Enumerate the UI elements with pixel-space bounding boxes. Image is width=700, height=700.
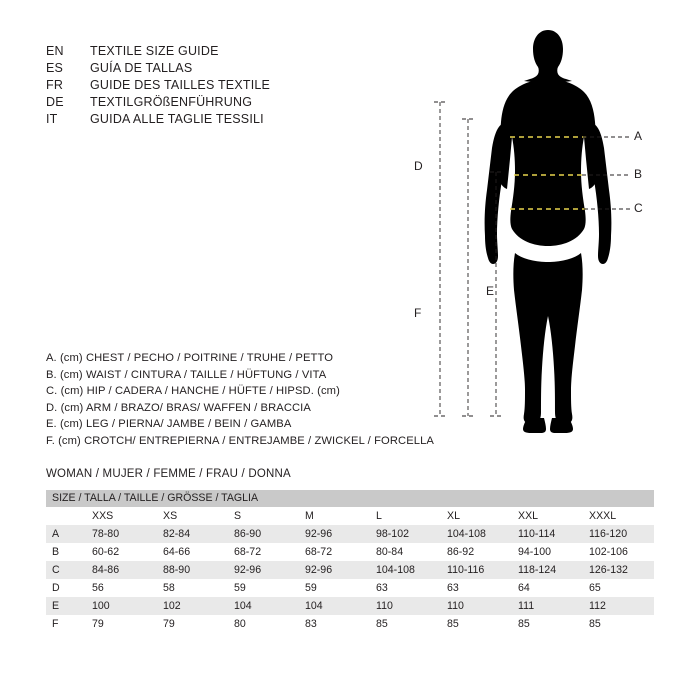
cell-b-s: 68-72 [228,543,299,561]
cell-b-xxl: 94-100 [512,543,583,561]
cell-d-xxxl: 65 [583,579,654,597]
title-text-fr: GUIDE DES TAILLES TEXTILE [90,78,271,92]
cell-c-xs: 88-90 [157,561,228,579]
cell-d-xxl: 64 [512,579,583,597]
cell-f-m: 83 [299,615,370,633]
header-size-m: M [299,507,370,525]
cell-f-xl: 85 [441,615,512,633]
header-size-xl: XL [441,507,512,525]
cell-a-xs: 82-84 [157,525,228,543]
cell-f-xxxl: 85 [583,615,654,633]
header-corner [46,507,86,525]
cell-a-xxs: 78-80 [86,525,157,543]
legend-row-b: B. (cm) WAIST / CINTURA / TAILLE / HÜFTUNG / VITA [46,368,327,381]
marker-label-e: E [486,284,495,298]
title-text-it: GUIDA ALLE TAGLIE TESSILI [90,112,264,126]
table-title-cell: SIZE / TALLA / TAILLE / GRÖSSE / TAGLIA [46,490,654,507]
title-lang-de: DE [46,95,64,109]
row-label-b: B [46,543,86,561]
cell-e-xxs: 100 [86,597,157,615]
table-row [46,525,654,543]
title-text-es: GUÍA DE TALLAS [90,61,193,75]
title-row-en [46,44,270,61]
title-text-de: TEXTILGRÖßENFÜHRUNG [90,95,253,109]
row-label-c: C [46,561,86,579]
cell-d-xl: 63 [441,579,512,597]
cell-b-l: 80-84 [370,543,441,561]
measurement-legend [46,352,434,451]
cell-b-xxs: 60-62 [86,543,157,561]
marker-label-f: F [414,306,422,320]
marker-label-d: D [414,159,423,173]
title-lang-en: EN [46,44,64,58]
title-row-de [46,95,270,112]
legend-row-f: F. (cm) CROTCH/ ENTREPIERNA / ENTREJAMBE / ZWICKEL / FORCELLA [46,434,434,447]
cell-e-s: 104 [228,597,299,615]
header-size-l: L [370,507,441,525]
title-lang-it: IT [46,112,58,126]
cell-d-l: 63 [370,579,441,597]
header-size-xxs: XXS [86,507,157,525]
marker-label-a: A [634,129,643,143]
gender-label: WOMAN / MUJER / FEMME / FRAU / DONNA [46,468,291,480]
cell-e-xxxl: 112 [583,597,654,615]
cell-f-xxl: 85 [512,615,583,633]
header-size-s: S [228,507,299,525]
header-size-xs: XS [157,507,228,525]
table-row [46,615,654,633]
cell-b-xxxl: 102-106 [583,543,654,561]
cell-c-xxs: 84-86 [86,561,157,579]
cell-c-xxl: 118-124 [512,561,583,579]
cell-a-m: 92-96 [299,525,370,543]
title-row-it [46,112,270,129]
cell-f-xxs: 79 [86,615,157,633]
cell-d-xs: 58 [157,579,228,597]
cell-e-xs: 102 [157,597,228,615]
table-row [46,579,654,597]
header-size-xxl: XXL [512,507,583,525]
cell-d-m: 59 [299,579,370,597]
cell-b-xs: 64-66 [157,543,228,561]
row-label-d: D [46,579,86,597]
cell-f-xs: 79 [157,615,228,633]
cell-a-xxxl: 116-120 [583,525,654,543]
table-row [46,543,654,561]
table-row [46,561,654,579]
table-row [46,597,654,615]
cell-d-xxs: 56 [86,579,157,597]
cell-b-m: 68-72 [299,543,370,561]
title-text-en: TEXTILE SIZE GUIDE [90,44,219,58]
row-label-f: F [46,615,86,633]
cell-a-s: 86-90 [228,525,299,543]
cell-a-l: 98-102 [370,525,441,543]
title-row-es [46,61,270,78]
cell-e-xl: 110 [441,597,512,615]
cell-c-xxxl: 126-132 [583,561,654,579]
table-title-row [46,490,654,507]
cell-f-s: 80 [228,615,299,633]
row-label-e: E [46,597,86,615]
marker-label-b: B [634,167,643,181]
table-header-row [46,507,654,525]
legend-row-e: E. (cm) LEG / PIERNA/ JAMBE / BEIN / GAMBA [46,418,292,430]
title-block [46,44,270,129]
legend-row-c: C. (cm) HIP / CADERA / HANCHE / HÜFTE / HIPSD. (cm) [46,385,340,397]
cell-c-l: 104-108 [370,561,441,579]
cell-b-xl: 86-92 [441,543,512,561]
legend-row-d: D. (cm) ARM / BRAZO/ BRAS/ WAFFEN / BRACCIA [46,401,311,414]
title-lang-fr: FR [46,78,64,92]
cell-a-xl: 104-108 [441,525,512,543]
cell-f-l: 85 [370,615,441,633]
title-lang-es: ES [46,61,64,75]
cell-c-m: 92-96 [299,561,370,579]
cell-a-xxl: 110-114 [512,525,583,543]
female-silhouette [485,30,612,433]
cell-e-m: 104 [299,597,370,615]
marker-label-c: C [634,201,643,215]
cell-d-s: 59 [228,579,299,597]
legend-row-a: A. (cm) CHEST / PECHO / POITRINE / TRUHE / PETTO [46,352,334,364]
cell-e-l: 110 [370,597,441,615]
size-table [46,490,654,633]
cell-c-xl: 110-116 [441,561,512,579]
cell-e-xxl: 111 [512,597,583,615]
body-diagram [398,24,678,454]
title-row-fr [46,78,270,95]
cell-c-s: 92-96 [228,561,299,579]
header-size-xxxl: XXXL [583,507,654,525]
row-label-a: A [46,525,86,543]
